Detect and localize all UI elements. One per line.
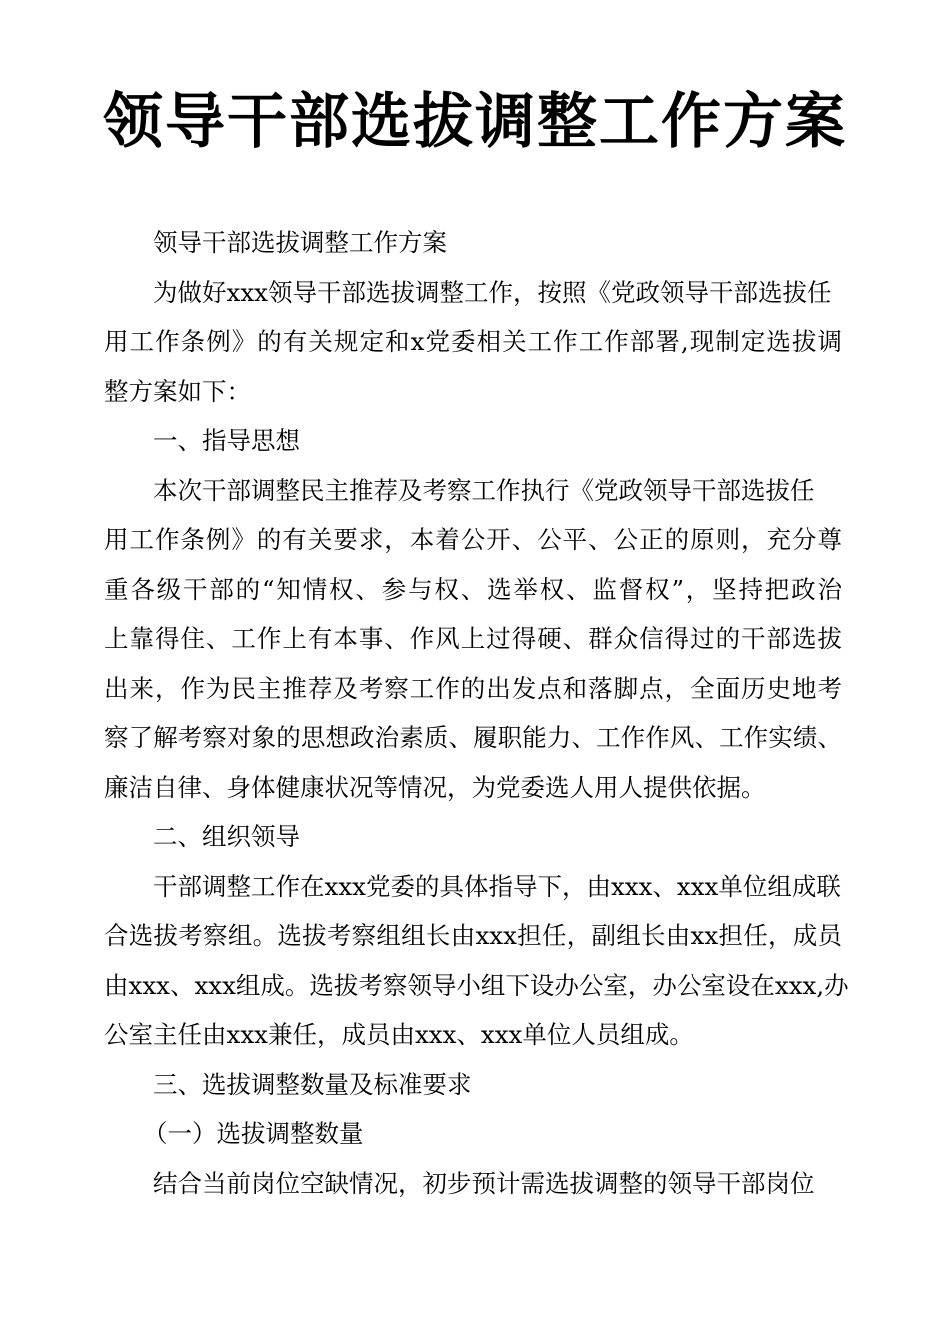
paragraph-line: 为做好xxx领导干部选拔调整工作，按照《党政领导干部选拔任: [153, 278, 832, 307]
section-heading: 三、选拔调整数量及标准要求: [153, 1070, 472, 1099]
paragraph-line: 廉洁自律、身体健康状况等情况，为党委选人用人提供依据。: [104, 773, 766, 802]
paragraph-line: 合选拔考察组。选拔考察组组长由xxx担任，副组长由xx担任，成员: [104, 921, 842, 950]
paragraph-line: 公室主任由xxx兼任，成员由xxx、xxx单位人员组成。: [104, 1020, 694, 1049]
paragraph-line: 本次干部调整民主推荐及考察工作执行《党政领导干部选拔任: [153, 476, 815, 505]
paragraph-line: 整方案如下：: [104, 377, 251, 406]
section-heading: 一、指导思想: [153, 426, 300, 455]
section-heading: 二、组织领导: [153, 822, 300, 851]
paragraph-line: 结合当前岗位空缺情况，初步预计需选拔调整的领导干部岗位: [153, 1169, 815, 1198]
paragraph-line: 由xxx、xxx组成。选拔考察领导小组下设办公室，办公室设在xxx,办: [104, 971, 849, 1000]
paragraph-line: 用工作条例》的有关要求，本着公开、公平、公正的原则，充分尊: [104, 525, 842, 554]
paragraph-line: 干部调整工作在xxx党委的具体指导下，由xxx、xxx单位组成联: [153, 872, 841, 901]
subsection-heading: （一）选拔调整数量: [143, 1119, 364, 1148]
document-title: 领导干部选拔调整工作方案: [103, 87, 847, 157]
paragraph-line: 出来，作为民主推荐及考察工作的出发点和落脚点，全面历史地考: [104, 674, 842, 703]
paragraph-line: 察了解考察对象的思想政治素质、履职能力、工作作风、工作实绩、: [104, 723, 842, 752]
subtitle-line: 领导干部选拔调整工作方案: [153, 228, 447, 257]
paragraph-line: 用工作条例》的有关规定和x党委相关工作工作部署,现制定选拔调: [104, 327, 842, 356]
paragraph-line: 上靠得住、工作上有本事、作风上过得硬、群众信得过的干部选拔: [104, 624, 842, 653]
paragraph-line: 重各级干部的“知情权、参与权、选举权、监督权”，坚持把政治: [104, 575, 842, 604]
